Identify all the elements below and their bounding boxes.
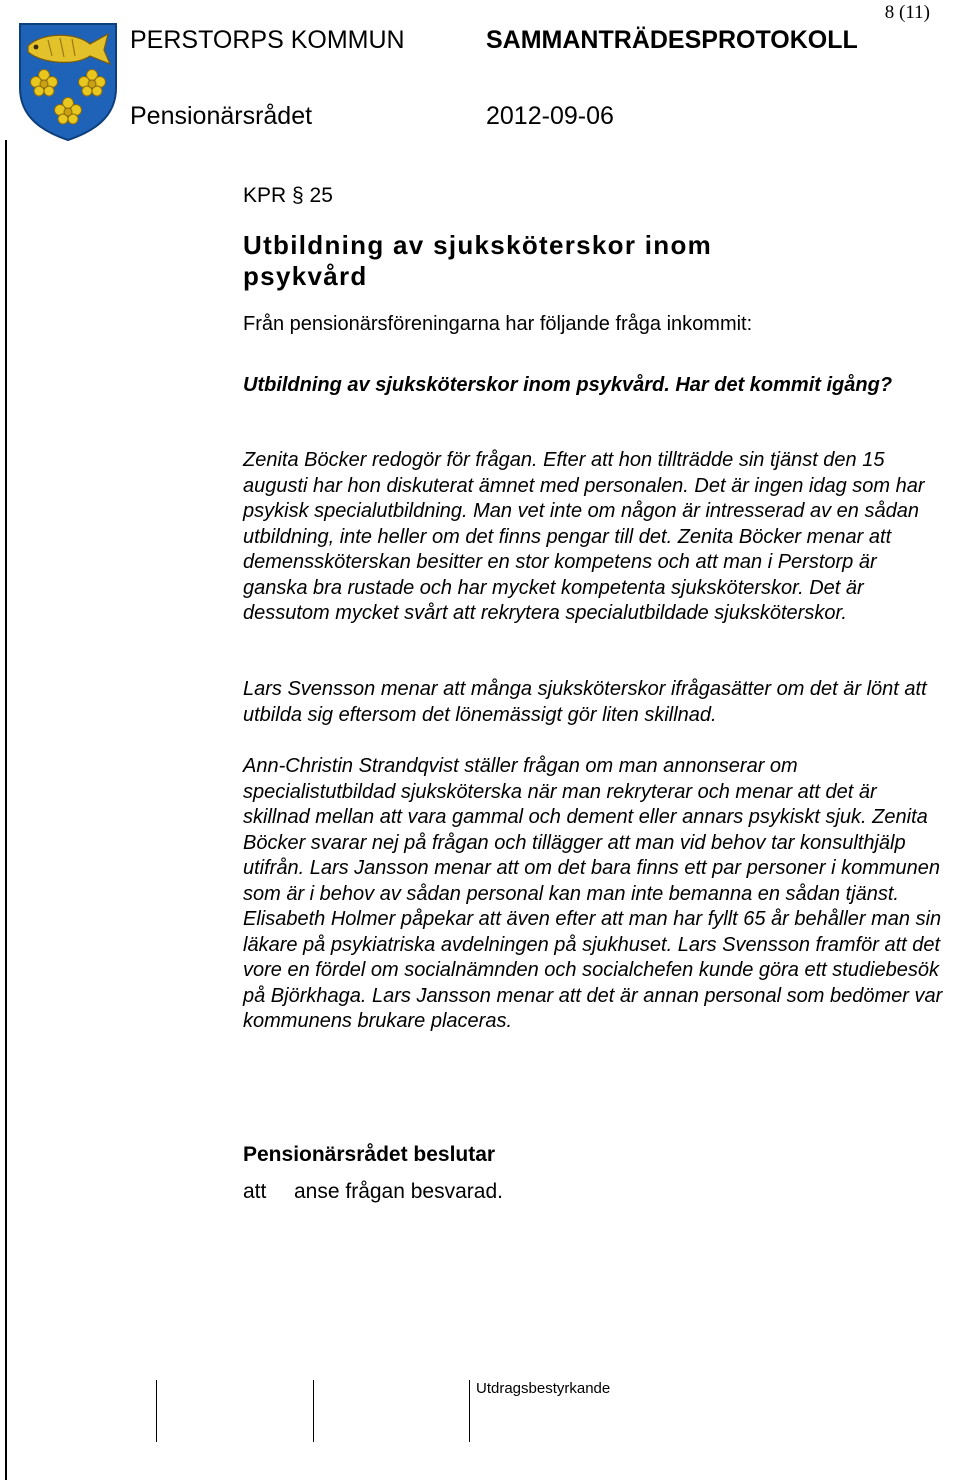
discussion-paragraph: Ann-Christin Strandqvist ställer frågan om man annonserar om specialistutbildad sjuksköterska när man rekryterar och menar att det är skillnad mellan att vara gammal och dement eller annars psykiskt sjuk. Zenita Böcker svarar nej på frågan och tillägger att man vid behov tar konsulthjälp utifrån. Lars Jansson menar att om det bara finns ett par personer i kommunen som är i behov av sådan personal kan man inte bemanna en sådan tjänst. Elisabeth Holmer påpekar att även efter att man har fyllt 65 år behåller man sin läkare på psykiatriska avdelningen på sjukhuset. Lars Svensson framför att det vore en fördel om socialnämnden och socialchefen kunde göra ett studiebesök på Björkhaga. Lars Jansson menar att det är annan personal som bedömer var kommunens brukare placeras.: [243, 755, 943, 1032]
discussion-paragraph: Zenita Böcker redogör för frågan. Efter att hon tillträdde sin tjänst den 15 augusti har hon diskuterat ämnet med personalen. Det är ingen idag som har psykisk specialutbildning. Man vet inte om någon är intresserad av en sådan utbildning, inte heller om det finns pengar till det. Zenita Böcker menar att demenssköterskan besitter en stor kompetens och att man i Perstorp är ganska bra rustade och har mycket kompetenta sjuksköterskor. Det är dessutom mycket svårt att rekrytera specialutbildade sjuksköterskor.: [243, 449, 925, 624]
item-intro: Från pensionärsföreningarna har följande fråga inkommit:: [243, 313, 753, 335]
page-number: 8 (11): [884, 2, 930, 23]
protocol-title: SAMMANTRÄDESPROTOKOLL: [486, 26, 858, 54]
item-number: KPR § 25: [243, 184, 333, 207]
decision-heading: Pensionärsrådet beslutar: [243, 1143, 496, 1166]
municipal-coat-of-arms: [18, 22, 118, 142]
meeting-date: 2012-09-06: [486, 102, 614, 130]
council-name: Pensionärsrådet: [130, 102, 313, 130]
signature-box-divider: [313, 1380, 314, 1442]
left-margin-rule: [5, 140, 7, 1480]
signature-box-divider: [469, 1380, 470, 1442]
decision-att: att: [243, 1180, 267, 1203]
decision-text: anse frågan besvarad.: [294, 1180, 503, 1203]
item-title: Utbildning av sjuksköterskor inom psykvård: [243, 230, 713, 291]
item-question: Utbildning av sjuksköterskor inom psykvård. Har det kommit igång?: [243, 374, 893, 396]
discussion-paragraph: Lars Svensson menar att många sjuksköterskor ifrågasätter om det är lönt att utbilda sig eftersom det lönemässigt gör liten skillnad.: [243, 678, 927, 726]
certification-label: Utdragsbestyrkande: [476, 1380, 611, 1397]
signature-box-divider: [156, 1380, 157, 1442]
organization-name: PERSTORPS KOMMUN: [130, 26, 405, 54]
